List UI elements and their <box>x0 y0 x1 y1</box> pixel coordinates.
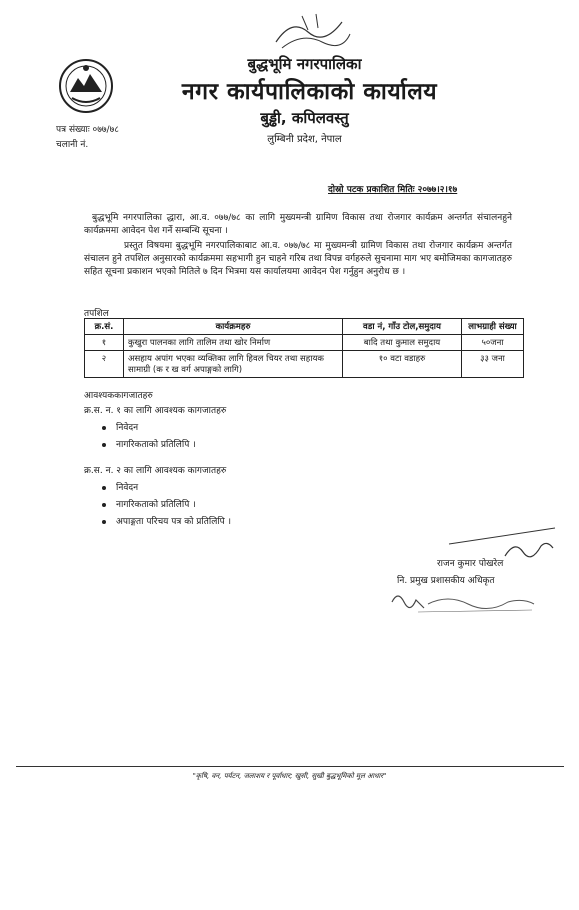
footer-divider <box>16 766 564 767</box>
cell-program: असहाय अपांग भएका व्यक्तिका लागि हिवल चियर तथा सहायक सामाग्री (क र ख वर्ग अपाङ्गको लागि) <box>124 351 343 378</box>
list-item: नागरिकताको प्रतिलिपि । <box>102 437 196 450</box>
signatory-name: राजन कुमार पोखरेल <box>437 559 504 569</box>
list-item: अपाङ्गता परिचय पत्र को प्रतिलिपि । <box>102 514 231 527</box>
cell-beneficiaries: ५०जना <box>462 335 524 351</box>
publication-date: दोस्रो पटक प्रकाशित मितिः २०७७।२।१७ <box>328 185 458 195</box>
cell-ward: बादि तथा कुमाल समुदाय <box>343 335 462 351</box>
cell-beneficiaries: ३३ जना <box>462 351 524 378</box>
cell-program: कुखुरा पालनका लागि तालिम तथा खोर निर्माण <box>124 335 343 351</box>
cell-sn: १ <box>85 335 124 351</box>
official-seal-signature-icon <box>388 588 538 616</box>
col-ward: वडा नं, गाँउ टोल,समुदाय <box>343 319 462 335</box>
table-header-row <box>85 319 524 335</box>
cell-ward: १० वटा वडाहरु <box>343 351 462 378</box>
program-table <box>84 318 524 378</box>
province-name: लुम्बिनी प्रदेश, नेपाल <box>267 134 342 145</box>
col-program: कार्यक्रमहरु <box>124 319 343 335</box>
section1-label: क्र.स. न. १ का लागि आवश्यक कागजातहरु <box>84 406 227 416</box>
list-item: निवेदन <box>102 480 138 493</box>
notice-title: बुद्धभूमि नगरपालिका द्धारा, आ.व. ०७७/७८ का लागि मुख्यमन्त्री ग्रामिण विकास तथा रोजगार कार्यक्रम अन्तर्गत संचालनहुने कार्यक्रममा आवेदन पेश गर्ने सम्बन्धि सूचना । <box>84 213 512 236</box>
dispatch-number: चलानी नं. <box>56 140 89 150</box>
letter-number: पत्र संख्याः ०७७/७८ <box>56 125 119 135</box>
notice-body: प्रस्तुत विषयमा बुद्धभूमि नगरपालिकाबाट आ.व. ०७७/७८ मा मुख्यमन्त्री ग्रामिण विकास तथा रोजगार कार्यक्रम अन्तर्गत संचालन हुने तपशिल अनुसारको कार्यक्रममा सहभागी हुन चाहने गरिब तथा विपन्न वर्गहरुले सुचनामा माग भए बमोजिमका कागजातहरु सहित सूचना प्रकाशन भएको मितिले ७ दिन भित्रमा यस कार्यालयमा आवेदन पेश गर्नुहुन अनुरोध छ । <box>84 241 512 277</box>
signatory-title: नि. प्रमुख प्रशासकीय अधिकृत <box>397 576 495 586</box>
footer-slogan: "कृषि, वन, पर्यटन, जलाशय र पूर्वाधार; खुसी, सुखी बुद्धभूमिको मूल आधार" <box>192 772 387 780</box>
col-beneficiaries: लाभग्राही संख्या <box>462 319 524 335</box>
office-location: बुड्ढी, कपिलवस्तु <box>260 109 349 127</box>
cell-sn: २ <box>85 351 124 378</box>
table-row <box>85 351 524 378</box>
office-name: नगर कार्यपालिकाको कार्यालय <box>181 79 438 105</box>
stamp-scribble-icon <box>272 12 352 52</box>
signature-icon <box>445 526 560 560</box>
list-item: नागरिकताको प्रतिलिपि । <box>102 497 196 510</box>
table-row <box>85 335 524 351</box>
col-sn: क्र.सं. <box>85 319 124 335</box>
municipality-name: बुद्धभूमि नगरपालिका <box>247 55 362 73</box>
list-item: निवेदन <box>102 420 138 433</box>
required-docs-heading: आवश्यककागजातहरु <box>84 391 153 401</box>
section2-label: क्र.स. न. २ का लागि आवश्यक कागजातहरु <box>84 466 227 476</box>
details-label: तपशिल <box>84 309 109 319</box>
